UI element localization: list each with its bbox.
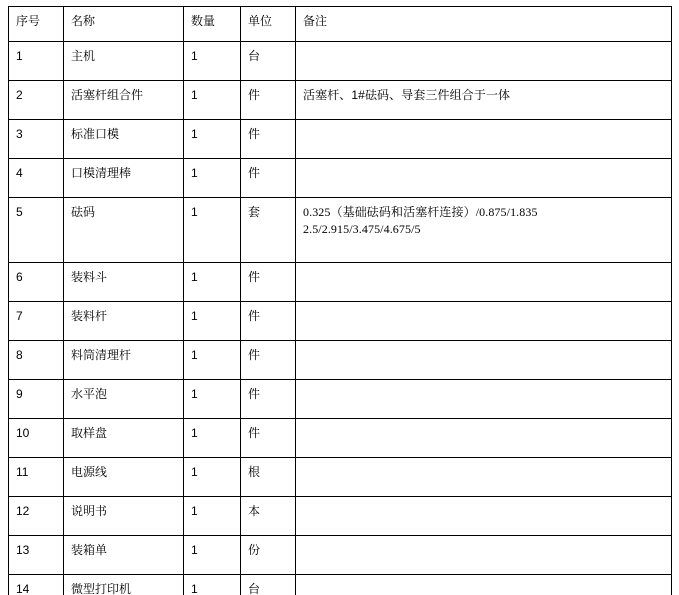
cell-note: 活塞杆、1#砝码、导套三件组合于一体 <box>296 81 672 120</box>
table-row <box>9 159 672 198</box>
cell-unit: 套 <box>241 198 296 263</box>
cell-name: 料筒清理杆 <box>64 341 184 380</box>
table-row <box>9 497 672 536</box>
column-header-qty: 数量 <box>184 7 241 42</box>
cell-seq: 7 <box>9 302 64 341</box>
cell-seq: 3 <box>9 120 64 159</box>
cell-qty: 1 <box>184 380 241 419</box>
cell-name: 电源线 <box>64 458 184 497</box>
cell-seq: 5 <box>9 198 64 263</box>
cell-seq: 1 <box>9 42 64 81</box>
cell-name: 口模清理棒 <box>64 159 184 198</box>
cell-name: 砝码 <box>64 198 184 263</box>
cell-note <box>296 42 672 81</box>
cell-qty: 1 <box>184 198 241 263</box>
cell-name: 装料斗 <box>64 263 184 302</box>
table-row <box>9 42 672 81</box>
cell-qty: 1 <box>184 81 241 120</box>
cell-qty: 1 <box>184 575 241 595</box>
table-row <box>9 81 672 120</box>
cell-seq: 11 <box>9 458 64 497</box>
table-header-row <box>9 7 672 42</box>
cell-seq: 10 <box>9 419 64 458</box>
cell-name: 水平泡 <box>64 380 184 419</box>
cell-note <box>296 419 672 458</box>
cell-name: 活塞杆组合件 <box>64 81 184 120</box>
cell-note <box>296 120 672 159</box>
cell-qty: 1 <box>184 302 241 341</box>
cell-unit: 件 <box>241 419 296 458</box>
cell-seq: 14 <box>9 575 64 595</box>
table-header <box>9 7 672 42</box>
cell-note <box>296 198 672 263</box>
cell-seq: 6 <box>9 263 64 302</box>
cell-note <box>296 380 672 419</box>
cell-note <box>296 497 672 536</box>
cell-note-line-2: 2.5/2.915/3.475/4.675/5 <box>303 222 421 237</box>
cell-note <box>296 263 672 302</box>
cell-seq: 9 <box>9 380 64 419</box>
cell-name: 取样盘 <box>64 419 184 458</box>
table-row <box>9 120 672 159</box>
cell-name: 微型打印机 <box>64 575 184 595</box>
table-row <box>9 302 672 341</box>
cell-qty: 1 <box>184 263 241 302</box>
cell-note <box>296 458 672 497</box>
cell-note <box>296 536 672 575</box>
column-header-seq: 序号 <box>9 7 64 42</box>
table-row <box>9 458 672 497</box>
cell-note <box>296 341 672 380</box>
cell-qty: 1 <box>184 497 241 536</box>
cell-qty: 1 <box>184 120 241 159</box>
cell-seq: 2 <box>9 81 64 120</box>
cell-unit: 件 <box>241 302 296 341</box>
cell-note-line-1: 0.325（基础砝码和活塞杆连接）/0.875/1.835 <box>303 205 538 219</box>
column-header-name: 名称 <box>64 7 184 42</box>
column-header-unit: 单位 <box>241 7 296 42</box>
table-row <box>9 263 672 302</box>
cell-unit: 本 <box>241 497 296 536</box>
table-body <box>9 42 672 595</box>
cell-unit: 件 <box>241 120 296 159</box>
cell-seq: 4 <box>9 159 64 198</box>
table-row <box>9 341 672 380</box>
cell-unit: 件 <box>241 81 296 120</box>
cell-qty: 1 <box>184 341 241 380</box>
cell-qty: 1 <box>184 458 241 497</box>
cell-note <box>296 302 672 341</box>
cell-unit: 根 <box>241 458 296 497</box>
cell-note <box>296 575 672 595</box>
cell-unit: 件 <box>241 263 296 302</box>
cell-name: 装箱单 <box>64 536 184 575</box>
cell-unit: 件 <box>241 380 296 419</box>
cell-name: 主机 <box>64 42 184 81</box>
table-row <box>9 536 672 575</box>
cell-seq: 8 <box>9 341 64 380</box>
cell-unit: 台 <box>241 42 296 81</box>
column-header-note: 备注 <box>296 7 672 42</box>
cell-qty: 1 <box>184 159 241 198</box>
cell-qty: 1 <box>184 419 241 458</box>
table-row <box>9 419 672 458</box>
cell-name: 说明书 <box>64 497 184 536</box>
packing-list-table <box>8 6 672 595</box>
cell-seq: 12 <box>9 497 64 536</box>
table-row <box>9 198 672 263</box>
cell-unit: 件 <box>241 341 296 380</box>
cell-name: 标准口模 <box>64 120 184 159</box>
cell-qty: 1 <box>184 536 241 575</box>
table-row <box>9 575 672 595</box>
cell-qty: 1 <box>184 42 241 81</box>
cell-unit: 台 <box>241 575 296 595</box>
cell-note <box>296 159 672 198</box>
cell-unit: 份 <box>241 536 296 575</box>
cell-seq: 13 <box>9 536 64 575</box>
cell-unit: 件 <box>241 159 296 198</box>
cell-name: 装料杆 <box>64 302 184 341</box>
table-row <box>9 380 672 419</box>
